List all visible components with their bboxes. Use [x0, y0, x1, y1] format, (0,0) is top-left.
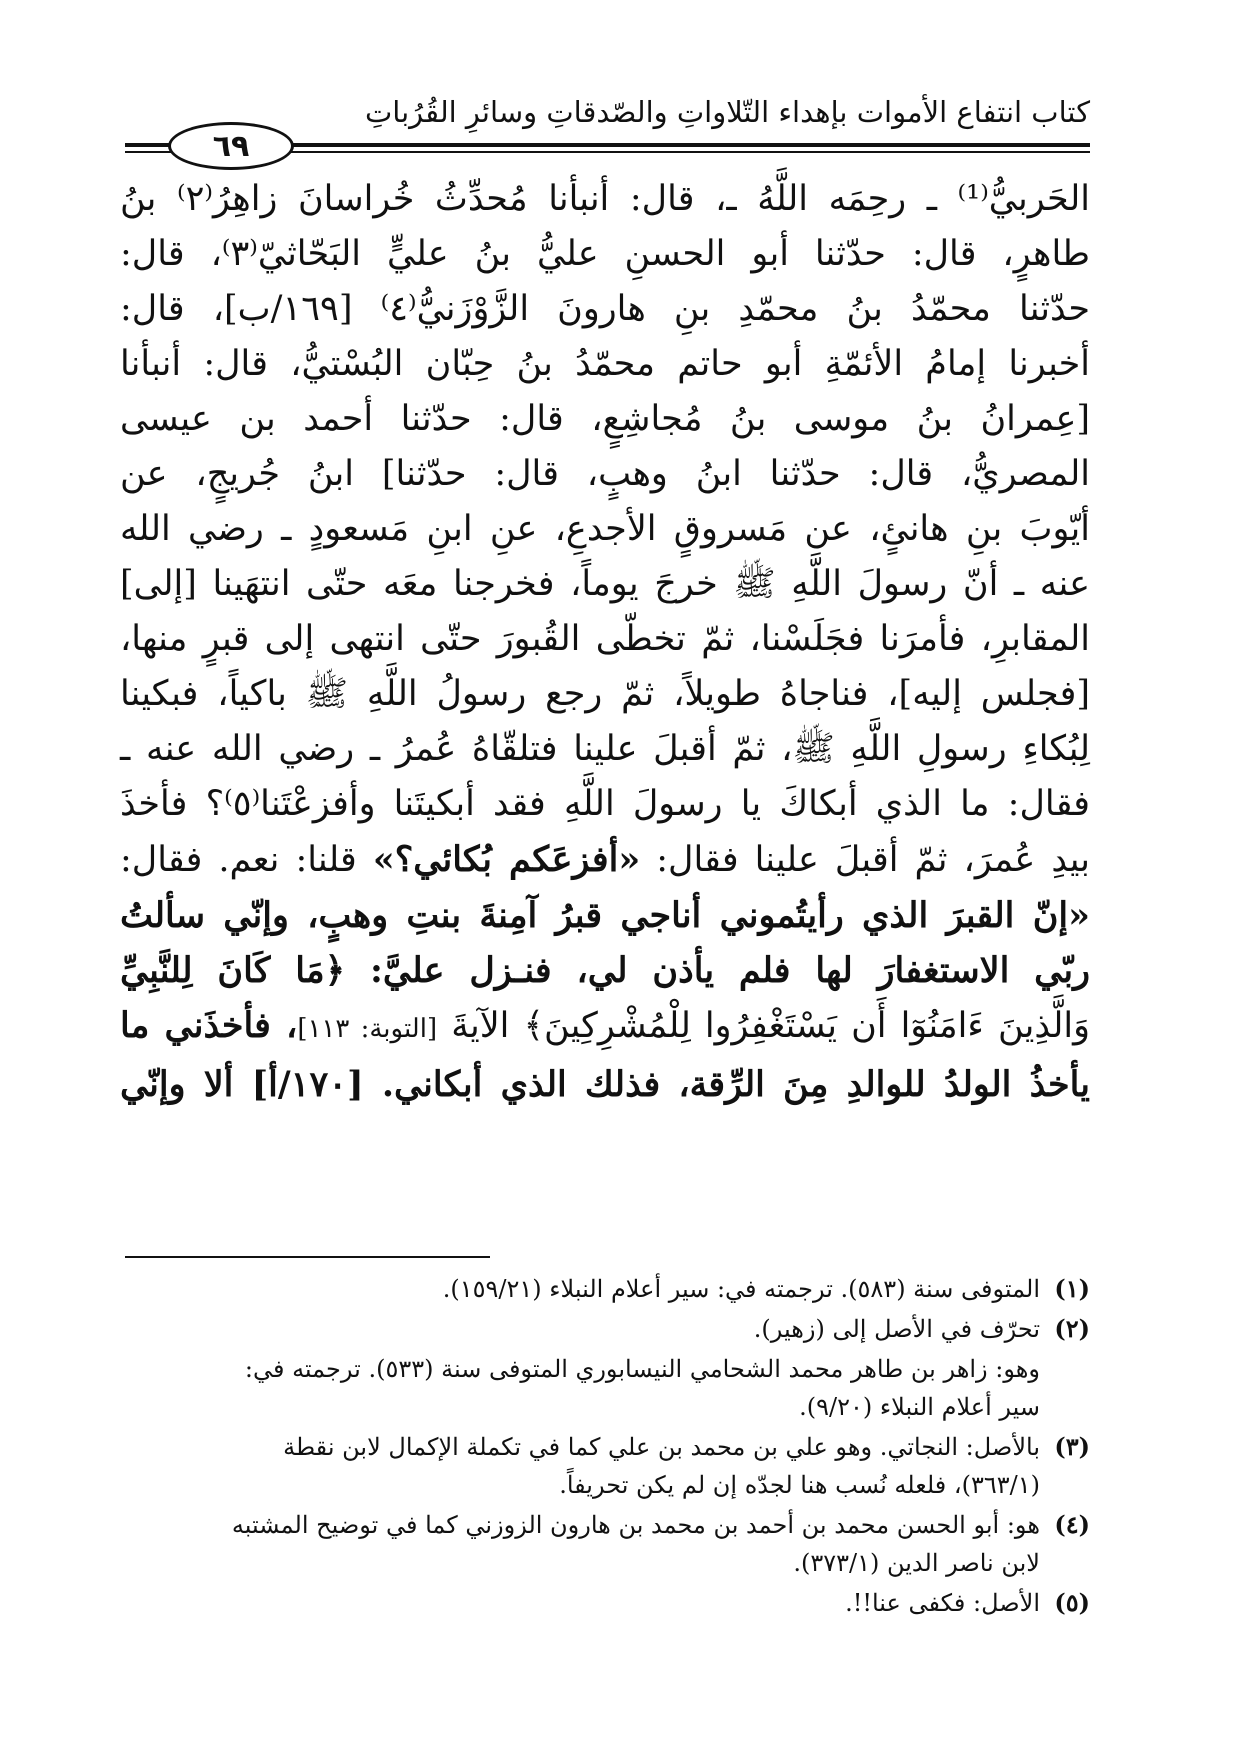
- footnote-text: (٣٦٣/١)، فلعله نُسب هنا لجدّه إن لم يكن تحريفاً.: [559, 1471, 1040, 1499]
- hadith-segment: ، فأخذَني ما: [120, 1005, 298, 1046]
- footnote-number: (٢): [1054, 1314, 1090, 1343]
- footnotes: [120, 1270, 1090, 1624]
- footnote-text: المتوفى سنة (٥٨٣). ترجمته في: سير أعلام النبلاء (١٥٩/٢١).: [442, 1275, 1040, 1303]
- footnote-text: سير أعلام النبلاء (٩/٢٠).: [799, 1393, 1040, 1421]
- footnote-text: الأصل: فكفى عنا!!.: [845, 1589, 1040, 1617]
- footnote-text: وهو: زاهر بن طاهر محمد الشحامي النيسابوري المتوفى سنة (٥٣٣). ترجمته في:: [244, 1355, 1040, 1383]
- text-line: فقال: ما الذي أبكاكَ يا رسولَ اللَّهِ فقد أبكيتَنا وأفزعْتَنا⁽٥⁾؟ فأخذَ: [120, 784, 1091, 824]
- footnote-number: (١): [1054, 1274, 1090, 1303]
- text-line: [عِمرانُ بنُ موسى بنُ مُجاشِعٍ، قال: حدّثنا أحمد بن عيسى: [120, 399, 1090, 439]
- footnote: [120, 1506, 1090, 1582]
- footnote: [120, 1310, 1090, 1348]
- text-segment: بيدِ عُمرَ، ثمّ أقبلَ علينا فقال:: [640, 840, 1090, 880]
- footnote: [120, 1584, 1090, 1622]
- text-line: عنه ـ أنّ رسولَ اللَّهِ ﷺ خرجَ يوماً، فخرجنا معَه حتّى انتهَينا [إلى]: [120, 564, 1090, 604]
- footnote: [120, 1270, 1090, 1308]
- text-line: المقابرِ، فأمرَنا فجَلَسْنا، ثمّ تخطّى القُبورَ حتّى انتهى إلى قبرٍ منها،: [120, 619, 1090, 659]
- text-line: [120, 998, 1090, 1057]
- quran-verse: وَالَّذِينَ ءَامَنُوٓا أَن يَسْتَغْفِرُوا لِلْمُشْرِكِينَ﴾ الآيةَ: [437, 1006, 1090, 1046]
- footnote-number: (٥): [1054, 1588, 1090, 1617]
- footnote-text: بالأصل: النجاتي. وهو علي بن محمد بن علي كما في تكملة الإكمال لابن نقطة: [283, 1433, 1040, 1461]
- footnote-separator: [125, 1256, 490, 1258]
- text-line: طاهرٍ، قال: حدّثنا أبو الحسنِ عليُّ بنُ عليٍّ البَحّاثيّ⁽٣⁾، قال:: [120, 234, 1090, 274]
- text-line: الحَربيُّ⁽¹⁾ ـ رحِمَه اللَّهُ ـ، قال: أنبأنا مُحدِّثُ خُراسانَ زاهِرُ⁽٢⁾ بنُ: [120, 179, 1090, 219]
- text-segment: قلنا: نعم. فقال:: [120, 840, 373, 880]
- text-line: حدّثنا محمّدُ بنُ محمّدِ بنِ هارونَ الزَّوْزَنيُّ⁽٤⁾ [١٦٩/ب]، قال:: [120, 289, 1091, 329]
- footnote-continuation: [120, 1350, 1090, 1426]
- footnote: [120, 1428, 1090, 1504]
- running-header-title: كتاب انتفاع الأموات بإهداء التّلاواتِ والصّدقاتِ وسائرِ القُرُباتِ: [364, 95, 1090, 129]
- page-number: ٦٩: [168, 122, 294, 170]
- footnote-number: (٤): [1054, 1510, 1090, 1539]
- text-line: المصريُّ، قال: حدّثنا ابنُ وهبٍ، قال: حدّثنا] ابنُ جُريجٍ، عن: [120, 454, 1090, 494]
- main-text: [120, 172, 1090, 1112]
- footnote-text: تحرّف في الأصل إلى (زهير).: [753, 1315, 1040, 1343]
- hadith-line: «إنّ القبرَ الذي رأيتُموني أناجي قبرُ آمِنةَ بنتِ وهبٍ، وإنّي سألتُ: [120, 895, 1090, 936]
- text-line: لِبُكاءِ رسولِ اللَّهِ ﷺ، ثمّ أقبلَ علينا فتلقّاهُ عُمرُ ـ رضي الله عنه ـ: [120, 729, 1090, 769]
- hadith-line: يأخذُ الولدُ للوالدِ مِنَ الرِّقة، فذلك الذي أبكاني. [١٧٠/أ] ألا وإنّي: [120, 1064, 1090, 1105]
- text-line: [120, 832, 1090, 888]
- footnote-number: (٣): [1054, 1432, 1090, 1461]
- hadith-quote: «أفزعَكم بُكائي؟»: [372, 839, 641, 880]
- footnote-text: لابن ناصر الدين (٣٧٣/١).: [793, 1549, 1040, 1577]
- text-line: [فجلس إليه]، فناجاهُ طويلاً، ثمّ رجع رسولُ اللَّهِ ﷺ باكياً، فبكينا: [120, 674, 1090, 714]
- hadith-line: ربّي الاستغفارَ لها فلم يأذن لي، فنـزل عليَّ: ﴿مَا كَانَ لِلنَّبِيِّ: [120, 950, 1090, 991]
- text-line: أخبرنا إمامُ الأئمّةِ أبو حاتم محمّدُ بنُ حِبّان البُسْتيُّ، قال: أنبأنا: [120, 344, 1090, 384]
- footnote-text: هو: أبو الحسن محمد بن أحمد بن محمد بن هارون الزوزني كما في توضيح المشتبه: [231, 1511, 1040, 1539]
- text-line: أيّوبَ بنِ هانئٍ، عن مَسروقٍ الأجدعِ، عنِ ابنِ مَسعودٍ ـ رضي الله: [120, 509, 1090, 549]
- verse-reference: [التوبة: ١١٣]: [297, 1014, 438, 1044]
